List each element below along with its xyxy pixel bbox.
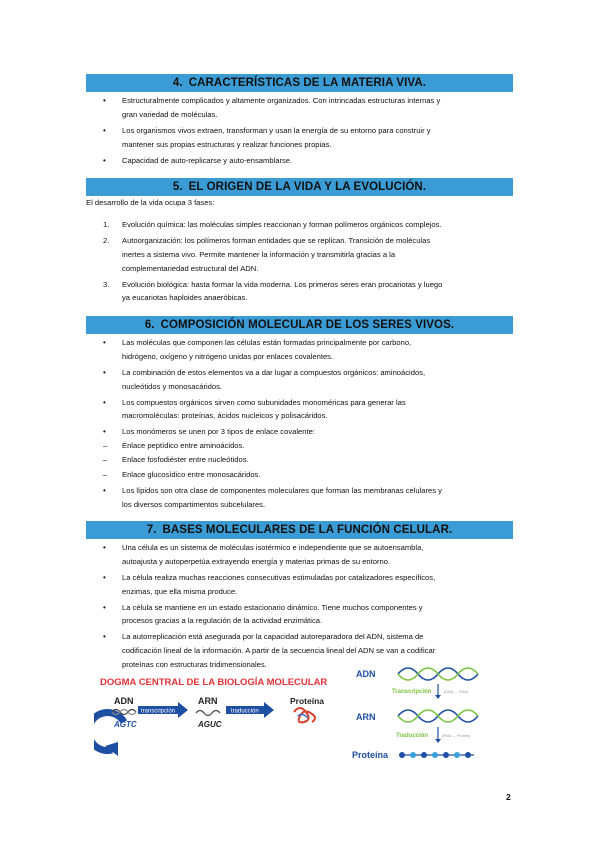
list-item: • Los compuestos orgánicos sirven como subunidades monoméricas para generar las macromoléculas: proteínas, ácidos nucleicos y polisacáridos. xyxy=(103,397,406,421)
section-5-list xyxy=(86,218,526,307)
section-7-list xyxy=(86,541,526,674)
section-5-heading xyxy=(86,178,513,196)
amino-acid-chain-icon xyxy=(399,752,474,758)
page-number: 2 xyxy=(506,792,511,802)
list-item: • Capacidad de auto-replicarse y auto-ensamblarse. xyxy=(103,155,293,165)
central-dogma-figure xyxy=(94,670,350,760)
transcription-note: (DNA → RNA) xyxy=(444,690,469,694)
section-number: 5. xyxy=(172,181,183,193)
dna-rna-protein-figure xyxy=(352,660,522,772)
section-4-heading xyxy=(86,74,513,92)
list-item: • La célula realiza muchas reacciones consecutivas estimuladas por catalizadores específicos, enzimas, que ella misma produce. xyxy=(103,572,436,596)
dna-double-helix-icon xyxy=(398,668,478,680)
section-title: EL ORIGEN DE LA VIDA Y LA EVOLUCIÓN. xyxy=(188,181,427,193)
translation-arrow-label: traducción xyxy=(231,708,259,715)
section-4-list xyxy=(86,94,526,170)
figure-title: DOGMA CENTRAL DE LA BIOLOGÍA MOLECULAR xyxy=(100,677,328,688)
translation-label: Traducción xyxy=(396,733,429,739)
protein-structure-icon xyxy=(294,708,315,722)
arn-label: ARN xyxy=(198,696,218,706)
list-item: • Estructuralmente complicados y altamente organizados. Con intrincadas estructuras internas y gran variedad de moléculas. xyxy=(103,96,441,119)
list-item: 2. Autoorganización: los polímeros forman entidades que se replican. Transición de moléculas inertes a sistema vivo. Permite mantener la información y transmitirla gracias a la complementariedad estructural del ADN. xyxy=(103,235,431,273)
list-item: 1. Evolución química: las moléculas simples reaccionan y forman polímeros orgánicos complejos. xyxy=(103,220,442,229)
section-5-intro: El desarrollo de la vida ocupa 3 fases: xyxy=(86,198,215,207)
section-number: 6. xyxy=(144,319,155,331)
down-arrowhead-icon xyxy=(435,739,441,743)
rna-strand-icon xyxy=(196,711,220,716)
section-number: 4. xyxy=(172,77,183,89)
list-item: • Una célula es un sistema de moléculas isotérmico e independiente que se autoensambla, autoajusta y autoperpetúa extrayendo energía y materias primas de su entorno. xyxy=(103,543,424,566)
list-item: • Los organismos vivos extraen, transforman y usan la energía de su entorno para construir y mantener sus propias estructuras y realizar funciones propias. xyxy=(103,125,431,149)
list-item: 3. Evolución biológica: hasta formar la vida moderna. Los primeros seres eran procariotas y luego ya eucariotas haploides anaeróbicas. xyxy=(103,279,443,303)
section-7-heading xyxy=(86,521,513,539)
section-title: BASES MOLECULARES DE LA FUNCIÓN CELULAR. xyxy=(162,524,453,536)
sub-list-item: – Enlace fosfodiéster entre nucleótidos. xyxy=(103,455,249,465)
section-6-heading xyxy=(86,316,513,334)
protein-label: Proteína xyxy=(290,696,325,706)
adn-bases: AGTC xyxy=(114,720,137,729)
sub-list-item: – Enlace peptídico entre aminoácidos. xyxy=(103,441,245,451)
replication-label: replicación xyxy=(98,715,111,741)
list-item: • Los lípidos son otra clase de componentes moleculares que forman las membranas celulares y los diversos compartimentos subcelulares. xyxy=(103,485,442,509)
translation-note: (RNA → Protein) xyxy=(442,734,471,738)
list-item: • La autorreplicación está asegurada por la capacidad autoreparadora del ADN, sistema de codificación lineal de la información. A partir de la secuencia lineal del ADN se van a codificar proteínas con estructuras tridimensionales. xyxy=(103,632,436,669)
list-item: • Las moléculas que componen las células están formadas principalmente por carbono, hidrógeno, oxígeno y nitrógeno unidas por enlaces covalentes. xyxy=(103,338,412,361)
right-arn-label: ARN xyxy=(356,712,376,722)
section-number: 7. xyxy=(146,524,157,536)
adn-label: ADN xyxy=(114,696,134,706)
section-6-list xyxy=(86,336,526,514)
rna-helix-icon xyxy=(398,710,478,722)
down-arrowhead-icon xyxy=(435,695,441,699)
transcription-label: Transcripción xyxy=(392,689,432,695)
section-title: CARACTERÍSTICAS DE LA MATERIA VIVA. xyxy=(188,77,427,89)
list-item: • La célula se mantiene en un estado estacionario dinámico. Tiene muchos componentes y procesos gracias a la regulación de la actividad enzimática. xyxy=(103,602,423,626)
list-item: • Los monómeros se unen por 3 tipos de enlace covalente: xyxy=(103,427,315,437)
sub-list-item: – Enlace glucosídico entre monosacáridos. xyxy=(103,469,261,479)
right-protein-label: Proteína xyxy=(352,750,389,760)
list-item: • La combinación de estos elementos va a dar lugar a compuestos orgánicos: aminoácidos, nucleótidos y monosacáridos. xyxy=(103,367,426,391)
transcription-arrow-label: transcripción xyxy=(141,708,176,715)
arn-bases: AGUC xyxy=(198,720,222,729)
right-adn-label: ADN xyxy=(356,669,376,679)
section-title: COMPOSICIÓN MOLECULAR DE LOS SERES VIVOS. xyxy=(160,319,455,331)
